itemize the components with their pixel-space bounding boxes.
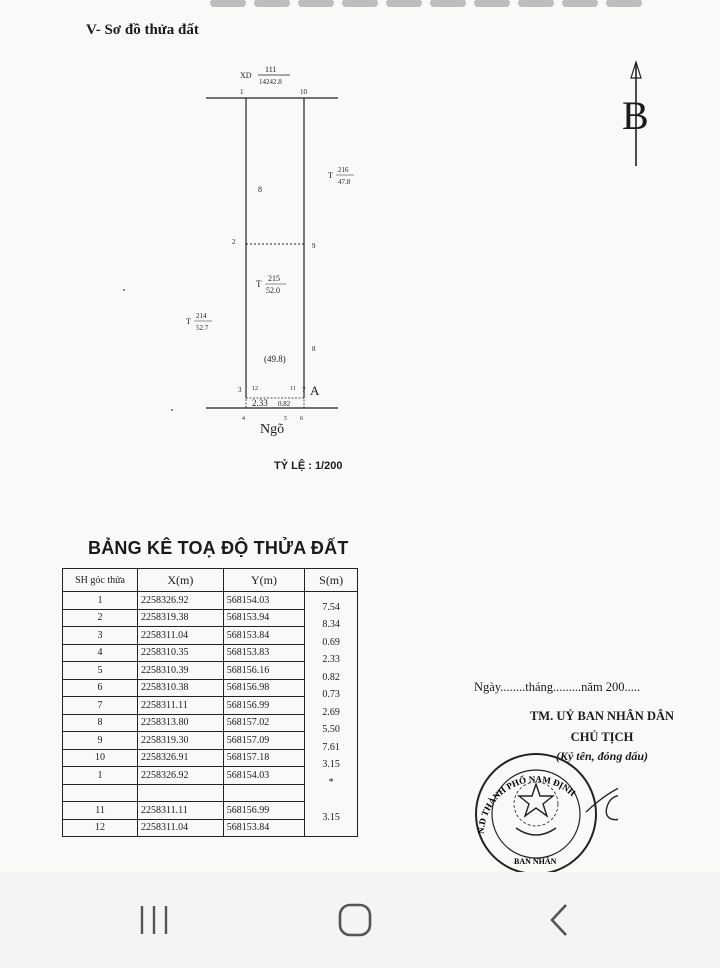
point-label-11: 11 bbox=[290, 386, 296, 392]
point-label-12: 12 bbox=[252, 386, 258, 392]
cell-x bbox=[138, 784, 224, 802]
sign-note: (Ký tên, đóng dấu) bbox=[555, 749, 648, 763]
cell-s: 5.50 bbox=[305, 714, 358, 732]
table-row bbox=[63, 627, 358, 645]
seal-bottom-text: BAN NHÂN bbox=[514, 857, 557, 866]
cell-s: 8.34 bbox=[305, 609, 358, 627]
recent-apps-button[interactable] bbox=[130, 902, 180, 938]
header-sh: SH góc thửa bbox=[63, 569, 138, 592]
home-icon bbox=[330, 902, 380, 938]
table-row bbox=[63, 714, 358, 732]
cell-y: 568156.99 bbox=[223, 802, 305, 820]
cell-x: 2258311.11 bbox=[138, 802, 224, 820]
cell-s: 0.69 bbox=[305, 627, 358, 645]
cell-sh: 3 bbox=[63, 627, 138, 645]
back-icon bbox=[534, 902, 584, 938]
cell-sh: 8 bbox=[63, 714, 138, 732]
cell-x: 2258310.38 bbox=[138, 679, 224, 697]
t214-number: 214 bbox=[196, 312, 207, 320]
point-label-5: 5 bbox=[284, 416, 287, 422]
road-label: Ngõ bbox=[260, 422, 285, 437]
cell-y: 568154.03 bbox=[223, 767, 305, 785]
cell-x: 2258310.35 bbox=[138, 644, 224, 662]
t216-area: 47.8 bbox=[338, 178, 351, 186]
cell-s: 2.69 bbox=[305, 697, 358, 715]
cell-y: 568154.03 bbox=[223, 592, 305, 610]
cell-sh: 10 bbox=[63, 749, 138, 767]
cell-y: 568153.83 bbox=[223, 644, 305, 662]
cell-x: 2258326.91 bbox=[138, 749, 224, 767]
header-s: S(m) bbox=[305, 569, 358, 592]
svg-text:N.D THÀNH PHỐ NAM ĐỊNH bbox=[476, 774, 578, 834]
cell-s: 7.61 bbox=[305, 732, 358, 750]
cell-s: 3.15 bbox=[305, 802, 358, 820]
seal-ring-text: N.D THÀNH PHỐ NAM ĐỊNH bbox=[475, 773, 578, 835]
date-line: Ngày........tháng.........năm 200..... bbox=[474, 680, 641, 694]
point-label-7: 7 bbox=[302, 386, 306, 394]
official-seal-icon bbox=[468, 742, 618, 872]
cell-y: 568156.16 bbox=[223, 662, 305, 680]
cell-x: 2258326.92 bbox=[138, 592, 224, 610]
cell-x: 2258319.30 bbox=[138, 732, 224, 750]
coordinate-table bbox=[62, 568, 358, 837]
xd-number: 111 bbox=[265, 65, 277, 74]
cell-y: 568157.02 bbox=[223, 714, 305, 732]
cell-sh: 6 bbox=[63, 679, 138, 697]
cell-y bbox=[223, 784, 305, 802]
north-letter: B bbox=[622, 93, 649, 138]
back-button[interactable] bbox=[534, 902, 584, 938]
table-row bbox=[63, 679, 358, 697]
frontage-dim-text-2: 0.82 bbox=[278, 400, 291, 408]
chairman-title: CHỦ TỊCH bbox=[570, 730, 634, 744]
cell-y: 568156.98 bbox=[223, 679, 305, 697]
cell-x: 2258319.38 bbox=[138, 609, 224, 627]
table-header-row bbox=[63, 569, 358, 592]
table-row bbox=[63, 784, 358, 802]
cell-y: 568153.84 bbox=[223, 819, 305, 837]
table-row bbox=[63, 732, 358, 750]
cell-y: 568156.99 bbox=[223, 697, 305, 715]
table-row bbox=[63, 819, 358, 837]
cell-s: 0.73 bbox=[305, 679, 358, 697]
cell-x: 2258313.80 bbox=[138, 714, 224, 732]
cell-x: 2258311.04 bbox=[138, 627, 224, 645]
cell-x: 2258310.39 bbox=[138, 662, 224, 680]
table-row bbox=[63, 697, 358, 715]
cell-sh: 5 bbox=[63, 662, 138, 680]
t215-number: 215 bbox=[268, 274, 280, 283]
cell-y: 568153.84 bbox=[223, 627, 305, 645]
table-row bbox=[63, 592, 358, 610]
cell-sh: 1 bbox=[63, 767, 138, 785]
t216-number: 216 bbox=[338, 166, 349, 174]
xd-prefix: XD bbox=[240, 71, 252, 80]
cell-sh: 7 bbox=[63, 697, 138, 715]
point-label-9: 9 bbox=[312, 242, 316, 250]
point-label-6: 6 bbox=[300, 416, 303, 422]
cell-s: 2.33 bbox=[305, 644, 358, 662]
t215-prefix: T bbox=[256, 279, 262, 289]
parcel-number-8: 8 bbox=[258, 185, 262, 194]
table-row bbox=[63, 662, 358, 680]
cell-sh: 2 bbox=[63, 609, 138, 627]
header-x: X(m) bbox=[138, 569, 224, 592]
point-label-8: 8 bbox=[312, 345, 316, 353]
cell-s: 3.15 bbox=[305, 749, 358, 767]
cell-y: 568157.09 bbox=[223, 732, 305, 750]
point-label-1: 1 bbox=[240, 88, 244, 96]
section-title: V- Sơ đồ thửa đất bbox=[86, 22, 199, 38]
cell-sh: 1 bbox=[63, 592, 138, 610]
cell-y: 568157.18 bbox=[223, 749, 305, 767]
table-row bbox=[63, 644, 358, 662]
home-button[interactable] bbox=[330, 902, 380, 938]
navigation-bar bbox=[0, 872, 720, 968]
cell-sh: 9 bbox=[63, 732, 138, 750]
marker-a: A bbox=[310, 383, 320, 398]
point-label-2: 2 bbox=[232, 238, 236, 246]
cell-sh: 12 bbox=[63, 819, 138, 837]
xd-area: 14242.8 bbox=[259, 78, 282, 86]
table-row bbox=[63, 802, 358, 820]
point-label-10: 10 bbox=[300, 88, 307, 96]
cell-y: 568153.94 bbox=[223, 609, 305, 627]
scale-label: TỶ LỆ : 1/200 bbox=[274, 460, 343, 472]
cell-sh: 11 bbox=[63, 802, 138, 820]
t214-prefix: T bbox=[186, 317, 191, 326]
cell-sh: 4 bbox=[63, 644, 138, 662]
cell-x: 2258311.11 bbox=[138, 697, 224, 715]
cell-s: 0.82 bbox=[305, 662, 358, 680]
table-row bbox=[63, 749, 358, 767]
point-label-3: 3 bbox=[238, 386, 242, 394]
header-y: Y(m) bbox=[223, 569, 305, 592]
recent-apps-icon bbox=[130, 902, 180, 938]
table-title: BẢNG KÊ TOẠ ĐỘ THỬA ĐẤT bbox=[88, 538, 349, 558]
frontage-dim-text: 2.33 bbox=[252, 398, 268, 408]
t216-prefix: T bbox=[328, 171, 333, 180]
t215-area: 52.0 bbox=[266, 286, 280, 295]
table-row bbox=[63, 767, 358, 785]
parcel-area: (49.8) bbox=[264, 354, 286, 364]
table-row bbox=[63, 609, 358, 627]
cell-s: * bbox=[305, 767, 358, 785]
committee-title: TM. UỶ BAN NHÂN DÂN bbox=[529, 709, 675, 723]
cell-x: 2258326.92 bbox=[138, 767, 224, 785]
cell-s: 7.54 bbox=[305, 592, 358, 610]
cell-x: 2258311.04 bbox=[138, 819, 224, 837]
point-label-4: 4 bbox=[242, 416, 245, 422]
t214-area: 52.7 bbox=[196, 324, 209, 332]
cell-sh bbox=[63, 784, 138, 802]
